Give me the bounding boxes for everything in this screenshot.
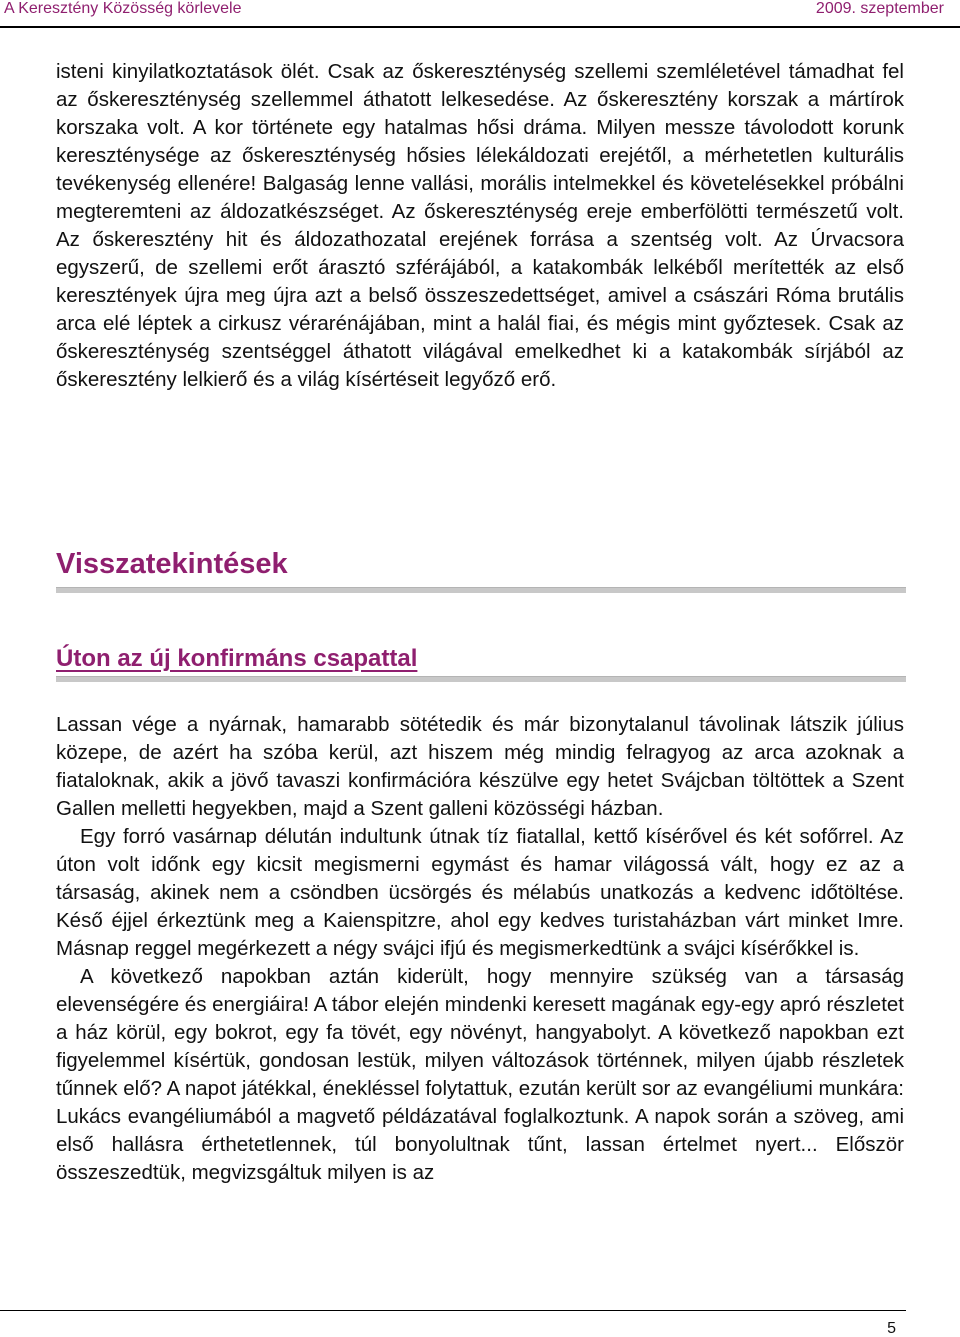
intro-paragraph: isteni kinyilatkoztatások ölét. Csak az őskereszténység szellemi szemléletével támadhat fel az őskereszténység szellemmel áthatott lelkesedése. Az őskeresztény korszak a mártírok korszaka volt. A kor története egy hatalmas hősi dráma. Milyen messze távolodott korunk kereszténysége az őskereszténység hősies lélekáldozati erejétől, a mérhetetlen kulturális tevékenység ellenére! Balgaság lenne vallási, morális intelmekkel és követelésekkel próbálni megteremteni az áldozatkészséget. Az őskereszténység ereje emberfölötti természetű volt. Az őskeresztény hit és áldozathozatal erejének forrása a szentség volt. Az Úrvacsora egyszerű, de szellemi erőt árasztó szférájából, a katakombák lelkéből merítették az első keresztények újra meg újra azt a belső összeszedettséget, amivel a császári Róma brutális arca elé léptek a cirkusz vérarénájában, mint a halál fiai, és mégis mint győztesek. Csak az őskereszténység szentséggel áthatott világával emelkedhet ki a katakombák sírjából az őskeresztény lelkierő és a világ kísértéseit legyőző erő. — [56, 60, 904, 391]
newsletter-title: A Keresztény Közösség körlevele — [4, 0, 242, 17]
header-divider — [0, 26, 960, 28]
article-title-rule — [56, 676, 906, 682]
article-paragraph-3: A következő napokban aztán kiderült, hogy mennyire szükség van a társaság elevenségére és energiáira! A tábor elején mindenki keresett magának egy-egy apró részletet a ház körül, egy bokrot, egy fa tövét, egy növényt, hangyabolyt. A következő napokban ezt figyelemmel kísértük, gondosan lestük, milyen változások történnek, milyen újabb részletek tűnnek elő? A napot játékkal, énekléssel folytattuk, ezután került sor az evangéliumi munkára: Lukács evangéliumából a magvető példázatával foglalkoztunk. A napok során a szöveg, ami első hallásra érthetetlennek, túl bonyolultnak tűnt, lassan értelmet nyert... Először összeszedtük, megvizsgáltuk milyen is az — [56, 965, 904, 1184]
section-title: Visszatekintések — [56, 548, 288, 580]
section-title-rule — [56, 587, 906, 593]
issue-date: 2009. szeptember — [815, 0, 944, 17]
article-title: Úton az új konfirmáns csapattal — [56, 645, 418, 672]
page-number: 5 — [887, 1320, 896, 1337]
article-body — [56, 711, 904, 1187]
article-paragraph-2: Egy forró vasárnap délután indultunk útnak tíz fiatallal, kettő kísérővel és két sofőrrel. Az úton volt időnk egy kicsit megismerni egymást és hamar világossá vált, hogy ez az a társaság, akinek nem a csöndben ücsörgés és mélabús unatkozás a kedvenc időtöltése. Késő éjjel érkeztünk meg a Kaienspitzre, ahol egy kedves turistaházban várt minket Imre. Másnap reggel megérkezett a négy svájci ifjú és megismerkedtünk a svájci kísérőkkel is. — [56, 825, 904, 960]
page-header — [0, 0, 960, 28]
intro-text-block — [56, 58, 904, 394]
article-paragraph-1: Lassan vége a nyárnak, hamarabb sötétedik és már bizonytalanul távolinak látszik július közepe, de azért ha szóba kerül, azt hiszem még mindig felragyog az arca azoknak a fiataloknak, akik a jövő tavaszi konfirmációra készülve egy hetet Svájcban töltöttek a Szent Gallen melletti hegyekben, majd a Szent galleni közösségi házban. — [56, 713, 904, 820]
footer-divider — [0, 1310, 906, 1311]
